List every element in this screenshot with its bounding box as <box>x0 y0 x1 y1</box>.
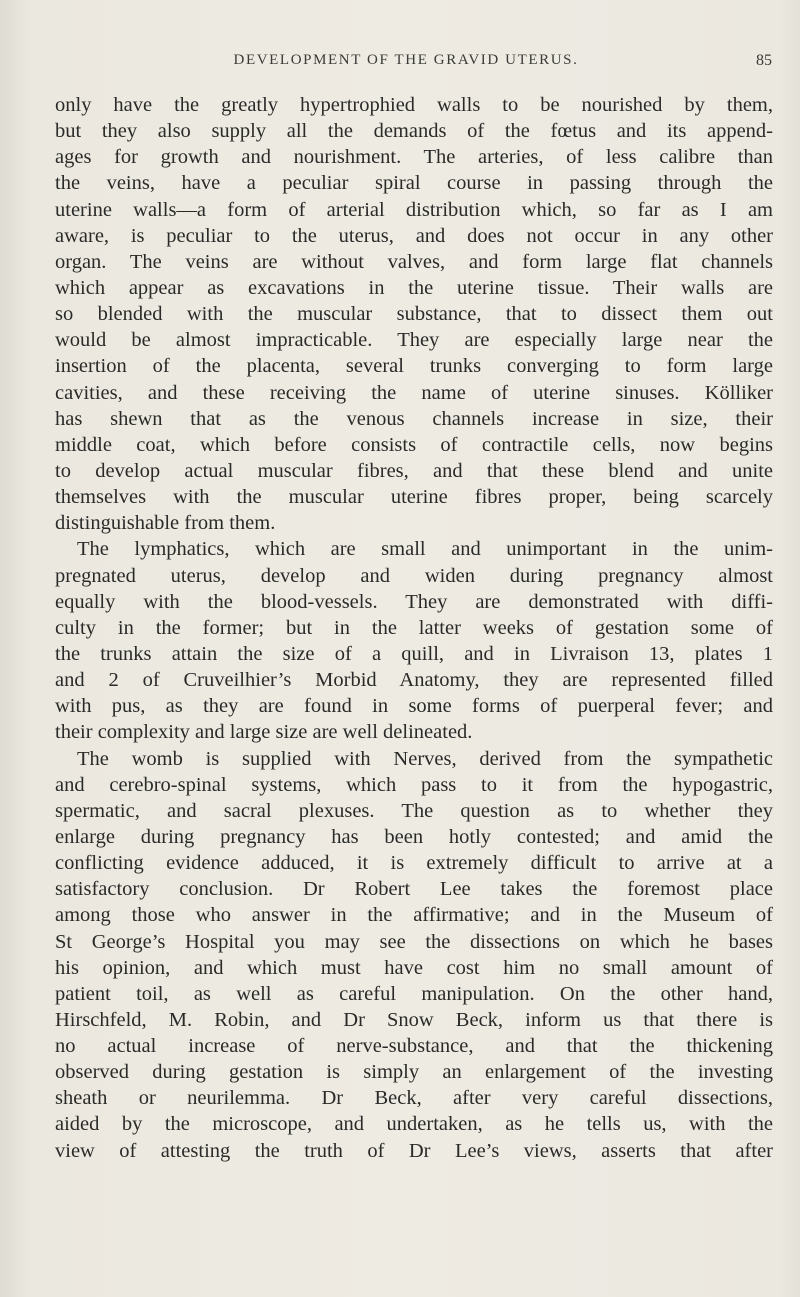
text-line: his opinion, and which must have cost him no small amount of <box>55 956 773 979</box>
text-line: distinguishable from them. <box>55 512 276 535</box>
text-line: to develop actual muscular fibres, and that these blend and unite <box>55 459 773 482</box>
running-head: DEVELOPMENT OF THE GRAVID UTERUS. <box>233 52 579 68</box>
text-line: uterine walls—a form of arterial distribution which, so far as I am <box>55 198 773 221</box>
text-line: would be almost impracticable. They are especially large near the <box>55 329 773 352</box>
text-line: ages for growth and nourishment. The arteries, of less calibre than <box>55 146 773 169</box>
text-line: enlarge during pregnancy has been hotly contested; and amid the <box>55 825 773 848</box>
text-line: view of attesting the truth of Dr Lee’s views, asserts that after <box>55 1139 773 1162</box>
text-line: but they also supply all the demands of the fœtus and its append- <box>55 120 773 143</box>
text-line: middle coat, which before consists of contractile cells, now begins <box>55 433 773 456</box>
text-line: observed during gestation is simply an enlargement of the investing <box>55 1061 773 1084</box>
text-line: The womb is supplied with Nerves, derived from the sympathetic <box>77 747 773 770</box>
text-line: Hirschfeld, M. Robin, and Dr Snow Beck, inform us that there is <box>55 1008 773 1031</box>
text-line: with pus, as they are found in some forms of puerperal fever; and <box>55 695 773 718</box>
text-line: so blended with the muscular substance, that to dissect them out <box>55 303 773 326</box>
text-line: themselves with the muscular uterine fibres proper, being scarcely <box>55 486 773 509</box>
text-line: has shewn that as the venous channels increase in size, their <box>55 407 773 430</box>
text-line: spermatic, and sacral plexuses. The question as to whether they <box>55 799 773 822</box>
page-header <box>100 52 772 74</box>
text-line: pregnated uterus, develop and widen during pregnancy almost <box>55 564 773 587</box>
text-line: only have the greatly hypertrophied walls to be nourished by them, <box>55 94 773 116</box>
text-line: which appear as excavations in the uterine tissue. Their walls are <box>55 276 773 299</box>
text-line: cavities, and these receiving the name of uterine sinuses. Kölliker <box>55 381 773 404</box>
text-line: St George’s Hospital you may see the dissections on which he bases <box>55 930 773 953</box>
text-line: aware, is peculiar to the uterus, and does not occur in any other <box>55 224 773 247</box>
text-line: the trunks attain the size of a quill, and in Livraison 13, plates 1 <box>55 642 773 665</box>
text-line: insertion of the placenta, several trunks converging to form large <box>55 355 773 378</box>
text-line: the veins, have a peculiar spiral course in passing through the <box>55 172 773 195</box>
text-line: satisfactory conclusion. Dr Robert Lee takes the foremost place <box>55 878 773 901</box>
body-text <box>55 92 773 1164</box>
text-line: sheath or neurilemma. Dr Beck, after very careful dissections, <box>55 1087 773 1110</box>
text-line: and 2 of Cruveilhier’s Morbid Anatomy, they are represented filled <box>55 669 773 692</box>
text-line: conflicting evidence adduced, it is extremely difficult to arrive at a <box>55 852 773 875</box>
text-line: organ. The veins are without valves, and form large flat channels <box>55 250 773 273</box>
text-line: aided by the microscope, and undertaken, as he tells us, with the <box>55 1113 773 1136</box>
text-line: equally with the blood-vessels. They are demonstrated with diffi- <box>55 590 773 613</box>
text-line: no actual increase of nerve-substance, and that the thickening <box>55 1035 773 1058</box>
text-line: among those who answer in the affirmative; and in the Museum of <box>55 904 773 927</box>
text-line: The lymphatics, which are small and unimportant in the unim- <box>77 538 773 561</box>
page-number: 85 <box>756 52 772 69</box>
text-line: their complexity and large size are well delineated. <box>55 721 473 744</box>
text-line: culty in the former; but in the latter weeks of gestation some of <box>55 616 773 639</box>
text-line: and cerebro-spinal systems, which pass to it from the hypogastric, <box>55 773 773 796</box>
text-line: patient toil, as well as careful manipulation. On the other hand, <box>55 982 773 1005</box>
